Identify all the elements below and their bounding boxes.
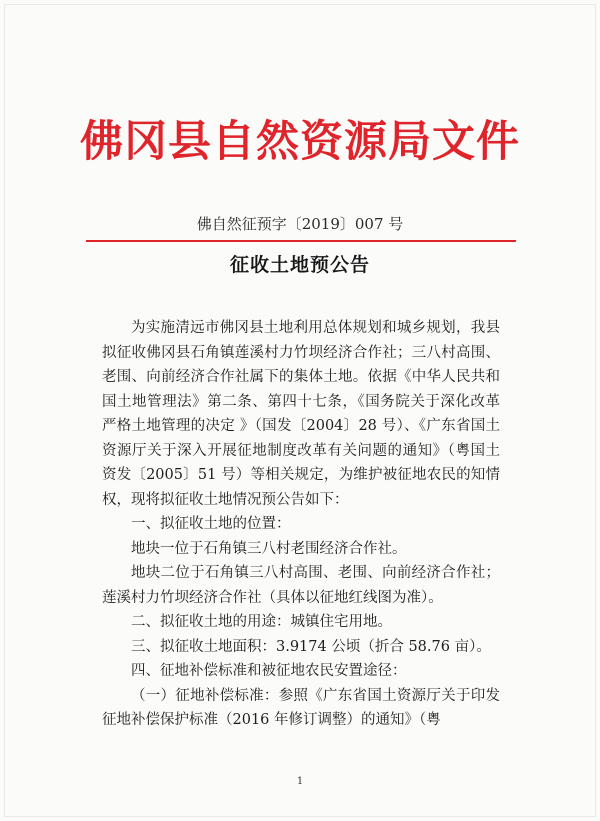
paragraph-parcel-two: 地块二位于石角镇三八村高围、老围、向前经济合作社；莲溪村力竹坝经济合作社（具体以征地红线图为准）。 (102, 565, 500, 606)
document-number: 佛自然征预字〔2019〕007 号 (196, 215, 404, 233)
paragraph-parcel-one: 地块一位于石角镇三八村老围经济合作社。 (131, 540, 407, 557)
paragraph-compensation-standard: （一）征地补偿标准：参照《广东省国土资源厅关于印发征地补偿保护标准（2016 年修订调整）的通知》（粤 (102, 687, 500, 728)
paragraph-land-area: 三、拟征收土地面积：3.9174 公顷（折合 58.76 亩）。 (131, 638, 491, 655)
paragraph-compensation-heading: 四、征地补偿标准和被征地农民安置途径： (131, 663, 407, 679)
page-number: 1 (296, 776, 304, 787)
notice-body (102, 316, 500, 733)
red-separator-line (86, 240, 516, 242)
paragraph-land-use: 二、拟征收土地的用途：城镇住宅用地。 (131, 614, 392, 630)
notice-title: 征收土地预公告 (229, 254, 370, 276)
paragraph-location-heading: 一、拟征收土地的位置： (131, 516, 291, 532)
masthead-title: 佛冈县自然资源局文件 (80, 117, 520, 167)
paragraph-intro: 为实施清远市佛冈县土地利用总体规划和城乡规划，我县拟征收佛冈县石角镇莲溪村力竹坝经济合作社；三八村高围、老围、向前经济合作社属下的集体土地。依据《中华人民共和国土地管理法》第二条、第四十七条，《国务院关于深化改革严格土地管理的决定 》（国发〔2004〕28 号）、《广东省国土资源厅关于深入开展征地制度改革有关问题的通知》（粤国土资发〔2005〕51 号）等相关规定，为维护被征地农民的知情权，现将拟征收土地情况预公告如下： (102, 320, 500, 508)
